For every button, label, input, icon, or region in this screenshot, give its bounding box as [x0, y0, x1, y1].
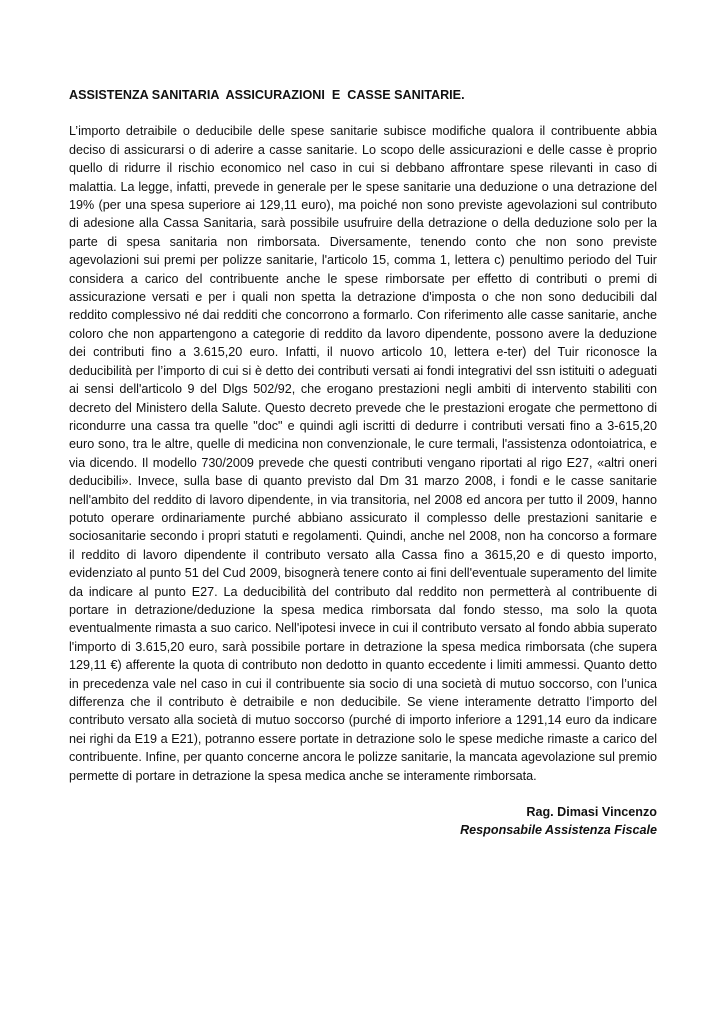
- document-page: [69, 86, 657, 840]
- document-body: L’importo detraibile o deducibile delle spese sanitarie subisce modifiche qualora il contribuente abbia deciso di assicurarsi o di aderire a casse sanitarie. Lo scopo delle assicurazioni e delle casse è proprio quello di ridurre il rischio economico nel caso in cui si debbano affrontare spese rilevanti in caso di malattia. La legge, infatti, prevede in generale per le spese sanitarie una deduzione o una detrazione del 19% (per una spesa superiore ai 129,11 euro), ma poiché non sono previste agevolazioni sul contributo di adesione alla Cassa Sanitaria, sarà possibile usufruire della detrazione o della deduzione solo per la parte di spesa sanitaria non rimborsata. Diversamente, tenendo conto che non sono previste agevolazioni sui premi per polizze sanitarie, l'articolo 15, comma 1, lettera c) penultimo periodo del Tuir considera a carico del contribuente anche le spese rimborsate per effetto di contributi o premi di assicurazione versati e per i quali non spetta la detrazione d'imposta o che non sono deducibili dal reddito complessivo né dai redditi che concorrono a formarlo. Con riferimento alle casse sanitarie, anche coloro che non appartengono a categorie di reddito da lavoro dipendente, possono avere la deduzione dei contributi fino a 3.615,20 euro. Infatti, il nuovo articolo 10, lettera e-ter) del Tuir riconosce la deducibilità per l’importo di cui si è detto dei contributi versati ai fondi integrativi del ssn istituiti o adeguati ai sensi dell'articolo 9 del Dlgs 502/92, che erogano prestazioni negli ambiti di intervento stabiliti con decreto del Ministero della Salute. Questo decreto prevede che le prestazioni erogate che permettono di ricondurre una cassa tra quelle "doc" e quindi agli iscritti di dedurre i contributi versati fino a 3-615,20 euro sono, tra le altre, quelle di medicina non convenzionale, le cure termali, l'assistenza odontoiatrica, e via dicendo. Il modello 730/2009 prevede che questi contributi vengano riportati al rigo E27, «altri oneri deducibili». Invece, sulla base di quanto previsto dal Dm 31 marzo 2008, i fondi e le casse sanitarie nell'ambito del reddito di lavoro dipendente, in via transitoria, nel 2008 ed ancora per tutto il 2009, hanno potuto operare ordinariamente purché abbiano assicurato il complesso delle prestazioni sanitarie e sociosanitarie secondo i propri statuti e regolamenti. Quindi, anche nel 2008, non ha concorso a formare il reddito di lavoro dipendente il contributo versato alla Cassa fino a 3615,20 e di questo importo, evidenziato al punto 51 del Cud 2009, bisognerà tenere conto ai fini dell'eventuale superamento del limite da indicare al punto E27. La deducibilità del contributo dal reddito non permetterà al contribuente di portare in detrazione/deduzione la spesa medica rimborsata dal fondo stesso, ma solo la quota eventualmente rimasta a suo carico. Nell'ipotesi invece in cui il contributo versato al fondo abbia superato l'importo di 3.615,20 euro, sarà possibile portare in detrazione la spesa medica rimborsata (che supera 129,11 €) afferente la quota di contributo non dedotto in quanto eccedente i limiti ammessi. Quanto detto in precedenza vale nel caso in cui il contribuente sia socio di una società di mutuo soccorso, con l’unica differenza che il contributo è detraibile e non deducibile. Se viene interamente detratto l’importo del contributo versato alla società di mutuo soccorso (purché di importo inferiore a 1291,14 euro da indicare nei righi da E19 a E21), potranno essere portate in detrazione solo le spese mediche rimaste a carico del contribuente. Infine, per quanto concerne ancora le polizze sanitarie, la mancata agevolazione sul premio permette di portare in detrazione la spesa medica anche se interamente rimborsata.: [69, 124, 657, 783]
- signature-role: Responsabile Assistenza Fiscale: [460, 823, 657, 838]
- signature-name: Rag. Dimasi Vincenzo: [526, 805, 657, 820]
- document-title: ASSISTENZA SANITARIA ASSICURAZIONI E CASSE SANITARIE.: [69, 88, 465, 102]
- signature-block: [69, 803, 657, 840]
